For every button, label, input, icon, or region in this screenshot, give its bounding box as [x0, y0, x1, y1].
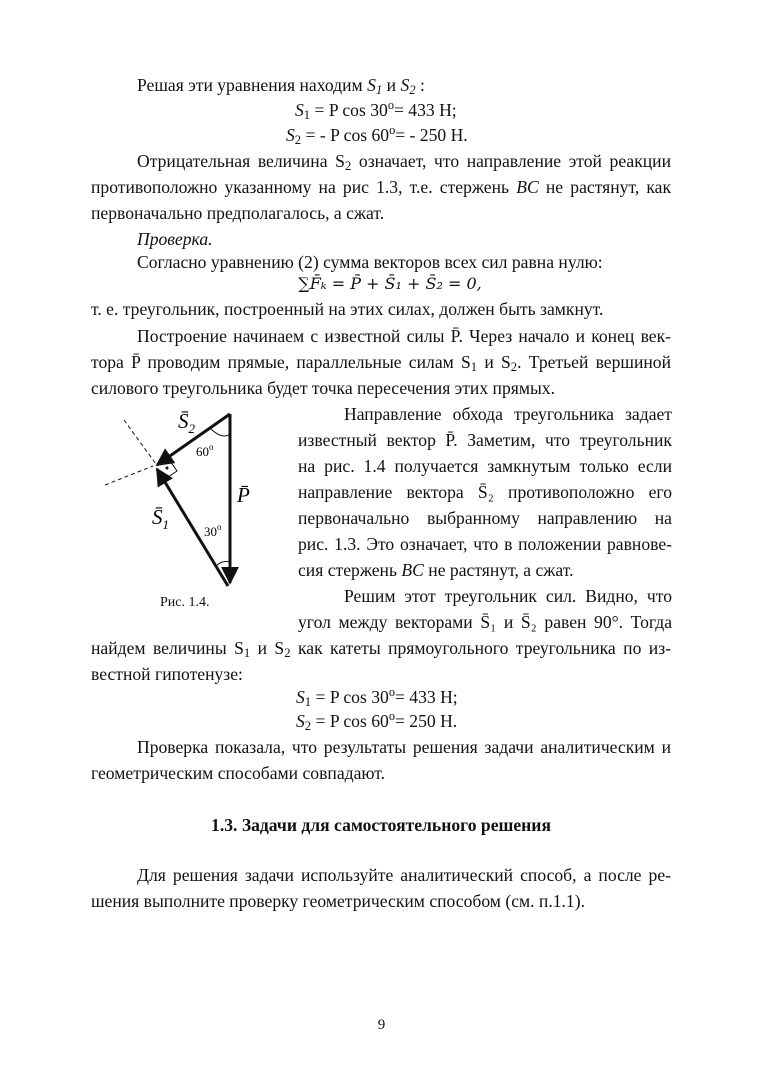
equation-1: $S_1 = P$ $\cos 30^o= 433$ Н; — [295, 98, 457, 123]
continue-line-1: найдем величины $S_1$ и $S_2$ как катеты прямоугольного треугольника по из- — [91, 638, 672, 661]
wrap-line-8: Решим этот треугольник сил. Видно, что — [344, 586, 672, 606]
check-title: Проверка. — [137, 229, 213, 249]
angle-arc-60 — [210, 428, 230, 436]
equation-4: $S_2 = P$ $\cos 60^o= 250$ Н. — [296, 709, 458, 734]
negative-paragraph-line-3: первоначально предполагалось, а сжат. — [91, 203, 385, 223]
conclusion-line-2: геометрическим способами совпадают. — [91, 763, 386, 783]
dashed-line-top — [124, 420, 156, 464]
wrap-line-4: направление вектора S̄₂ противоположно его — [298, 482, 672, 502]
figure-caption: Рис. 1.4. — [160, 595, 210, 610]
continue-line-2: вестной гипотенузе: — [91, 664, 243, 684]
equation-3: $S_1 = P$ $\cos 30^o= 433$ Н; — [296, 685, 458, 710]
vector-equation: ∑F̄ₖ = P̄ + S̄₁ + S̄₂ = 0, — [298, 274, 482, 293]
closed-triangle-line: т. е. треугольник, построенный на этих силах, должен быть замкнут. — [91, 299, 604, 319]
task-line-2: шения выполните проверку геометрическим способом (см. п.1.1). — [91, 891, 585, 911]
s1-symbol: $S_1$ — [367, 75, 383, 98]
page-number: 9 — [377, 1017, 386, 1033]
wrap-line-7: сия стержень BC не растянут, а сжат. — [298, 560, 574, 580]
colon: : — [419, 75, 425, 95]
equation-intro: Согласно уравнению (2) сумма векторов всех сил равна нулю: — [137, 252, 603, 272]
build-line-3: силового треугольника будет точка пересечения этих прямых. — [91, 378, 555, 398]
angle-30-label: 30$^o$ — [204, 522, 222, 539]
conclusion-line-1: Проверка показала, что результаты решения задачи аналитическим и — [137, 737, 671, 757]
label-s1: $S̄_1$ — [152, 505, 169, 532]
label-p: P̄ — [237, 483, 250, 507]
equation-2: $S_2$ = - P $\cos 60^o= - 250$ Н. — [286, 123, 468, 148]
wrap-line-9: угол между векторами S̄₁ и S̄₂ равен 90°. Тогда — [298, 612, 672, 632]
s2-symbol: $S_2$ — [400, 75, 416, 98]
force-triangle-figure — [100, 398, 290, 598]
wrap-line-2: известный вектор P̄. Заметим, что треугольник — [298, 430, 672, 450]
angle-60-label: 60$^o$ — [196, 442, 214, 459]
task-line-1: Для решения задачи используйте аналитический способ, а после ре- — [137, 865, 671, 885]
intro-text: Решая эти уравнения находим — [137, 75, 363, 95]
section-title: 1.3. Задачи для самостоятельного решения — [211, 815, 551, 835]
intro-line — [137, 72, 717, 98]
negative-paragraph-line-2: противоположно указанному на рис 1.3, т.е. стержень BC не растянут, как — [91, 177, 672, 197]
build-line-1: Построение начинаем с известной силы P̄. Через начало и конец век- — [137, 326, 671, 346]
angle-arc-30 — [216, 562, 230, 567]
wrap-line-1: Направление обхода треугольника задает — [344, 404, 672, 424]
negative-paragraph-line-1: Отрицательная величина $S_2$ означает, что направление этой реакции — [137, 151, 671, 174]
right-angle-dot — [166, 467, 169, 470]
wrap-line-6: рис. 1.3. Это означает, что в положении равнове- — [298, 534, 672, 554]
wrap-line-3: на рис. 1.4 получается замкнутым только если — [298, 456, 672, 476]
label-s2: $S̄_2$ — [178, 409, 195, 436]
wrap-line-5: первоначально выбранному направлению на — [298, 508, 672, 528]
build-line-2: тора P̄ проводим прямые, параллельные силам $S_1$ и $S_2$. Третьей вершиной — [91, 352, 671, 375]
dashed-line-left — [105, 466, 153, 485]
and-word: и — [386, 75, 397, 95]
